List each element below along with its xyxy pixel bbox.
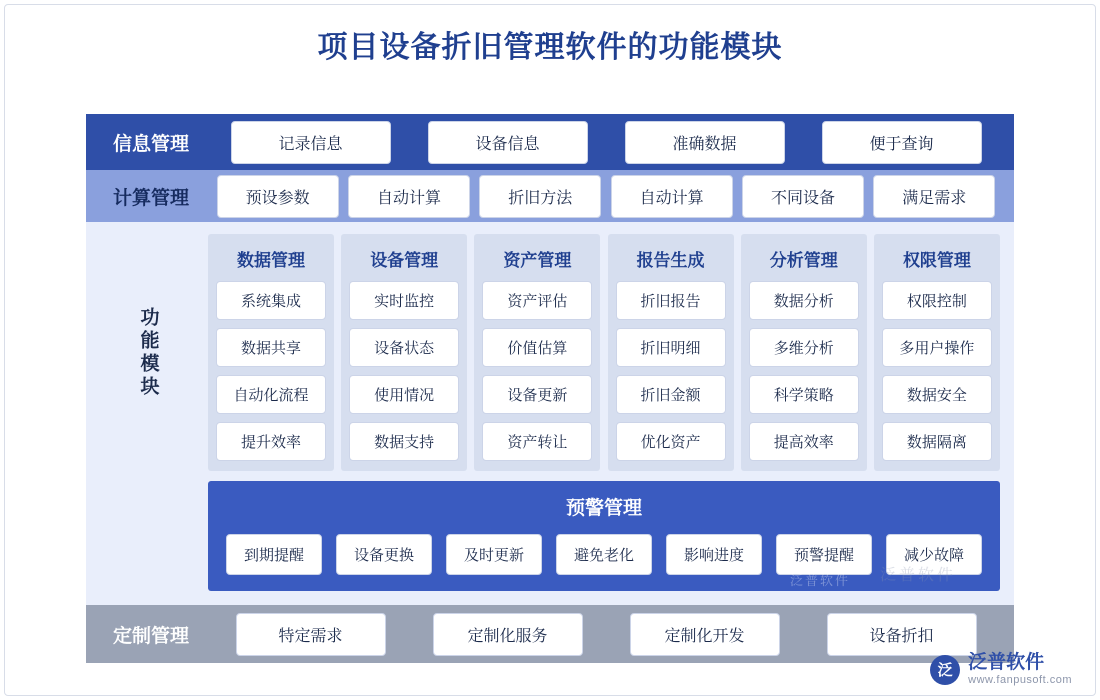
chip-warn-3[interactable]: 避免老化 (556, 534, 652, 575)
chip-col2-1[interactable]: 价值估算 (482, 328, 592, 367)
calculation-management-row (86, 170, 1014, 222)
chip-col4-2[interactable]: 科学策略 (749, 375, 859, 414)
custom-management-label: 定制管理 (112, 625, 189, 647)
watermark-center: 泛普软件 (880, 567, 957, 584)
chip-warn-4[interactable]: 影响进度 (666, 534, 762, 575)
chip-col5-1[interactable]: 多用户操作 (882, 328, 992, 367)
brand-name: 泛普软件 (968, 652, 1045, 674)
chip-warn-0[interactable]: 到期提醒 (226, 534, 322, 575)
chip-col1-2[interactable]: 使用情况 (349, 375, 459, 414)
calculation-management-label: 计算管理 (112, 187, 189, 209)
chip-calc-4[interactable]: 不同设备 (742, 175, 864, 218)
module-column-analysis-management (741, 234, 867, 471)
column-title-2: 资产管理 (503, 251, 572, 270)
warning-management-title: 预警管理 (565, 498, 642, 519)
chip-info-2[interactable]: 准确数据 (625, 121, 785, 164)
chip-col3-0[interactable]: 折旧报告 (616, 281, 726, 320)
functional-modules-label-wrap (86, 234, 208, 471)
column-title-0: 数据管理 (237, 251, 305, 270)
watermark-inner: 泛普软件 (789, 573, 850, 588)
brand-watermark (930, 653, 1072, 686)
chip-calc-1[interactable]: 自动计算 (348, 175, 470, 218)
column-title-1: 设备管理 (370, 251, 439, 270)
chip-col2-3[interactable]: 资产转让 (482, 422, 592, 461)
module-columns (208, 234, 1000, 471)
chip-col0-2[interactable]: 自动化流程 (216, 375, 326, 414)
chip-col1-1[interactable]: 设备状态 (349, 328, 459, 367)
chip-col3-1[interactable]: 折旧明细 (616, 328, 726, 367)
chip-col2-2[interactable]: 设备更新 (482, 375, 592, 414)
chip-warn-2[interactable]: 及时更新 (446, 534, 542, 575)
chip-calc-5[interactable]: 满足需求 (873, 175, 995, 218)
module-column-data-management (208, 234, 334, 471)
chip-custom-2[interactable]: 定制化开发 (630, 613, 780, 656)
custom-management-chips (212, 613, 1000, 656)
chip-info-0[interactable]: 记录信息 (231, 121, 391, 164)
module-column-equipment-management (341, 234, 467, 471)
chip-col5-3[interactable]: 数据隔离 (882, 422, 992, 461)
chip-col5-0[interactable]: 权限控制 (882, 281, 992, 320)
chip-calc-2[interactable]: 折旧方法 (479, 175, 601, 218)
chip-col4-0[interactable]: 数据分析 (749, 281, 859, 320)
chip-info-3[interactable]: 便于查询 (822, 121, 982, 164)
custom-management-row (86, 605, 1014, 663)
chip-col3-2[interactable]: 折旧金额 (616, 375, 726, 414)
column-title-4: 分析管理 (769, 251, 838, 270)
info-management-label: 信息管理 (112, 133, 189, 155)
chip-custom-1[interactable]: 定制化服务 (433, 613, 583, 656)
chip-col4-3[interactable]: 提高效率 (749, 422, 859, 461)
chip-col4-1[interactable]: 多维分析 (749, 328, 859, 367)
calculation-management-chips (212, 175, 1000, 218)
page-title: 项目设备折旧管理软件的功能模块 (317, 31, 783, 64)
brand-logo-icon: 泛 (930, 655, 960, 685)
chip-warn-5[interactable]: 预警提醒 (776, 534, 872, 575)
chip-calc-0[interactable]: 预设参数 (217, 175, 339, 218)
chip-info-1[interactable]: 设备信息 (428, 121, 588, 164)
module-column-permission-management (874, 234, 1000, 471)
brand-url: www.fanpusoft.com (968, 673, 1072, 686)
chip-warn-1[interactable]: 设备更换 (336, 534, 432, 575)
chip-custom-3[interactable]: 设备折扣 (827, 613, 977, 656)
chip-custom-0[interactable]: 特定需求 (236, 613, 386, 656)
brand-texts (968, 653, 1072, 686)
module-column-asset-management (474, 234, 600, 471)
chip-col1-0[interactable]: 实时监控 (349, 281, 459, 320)
column-title-5: 权限管理 (902, 251, 971, 270)
warning-management-wrap (86, 481, 1014, 605)
warning-management-panel (208, 481, 1000, 591)
functional-modules-diagram (86, 114, 1014, 663)
info-management-chips (212, 121, 1000, 164)
chip-calc-3[interactable]: 自动计算 (611, 175, 733, 218)
chip-col0-3[interactable]: 提升效率 (216, 422, 326, 461)
chip-col1-3[interactable]: 数据支持 (349, 422, 459, 461)
chip-col5-2[interactable]: 数据安全 (882, 375, 992, 414)
warning-management-chips (218, 534, 990, 575)
chip-col2-0[interactable]: 资产评估 (482, 281, 592, 320)
chip-warn-6[interactable]: 减少故障 (886, 534, 982, 575)
functional-modules-label: 功能模块 (137, 306, 159, 399)
column-title-3: 报告生成 (636, 251, 705, 270)
module-column-report-generation (608, 234, 734, 471)
chip-col0-0[interactable]: 系统集成 (216, 281, 326, 320)
chip-col3-3[interactable]: 优化资产 (616, 422, 726, 461)
info-management-row (86, 114, 1014, 170)
functional-modules-section (86, 222, 1014, 481)
chip-col0-1[interactable]: 数据共享 (216, 328, 326, 367)
